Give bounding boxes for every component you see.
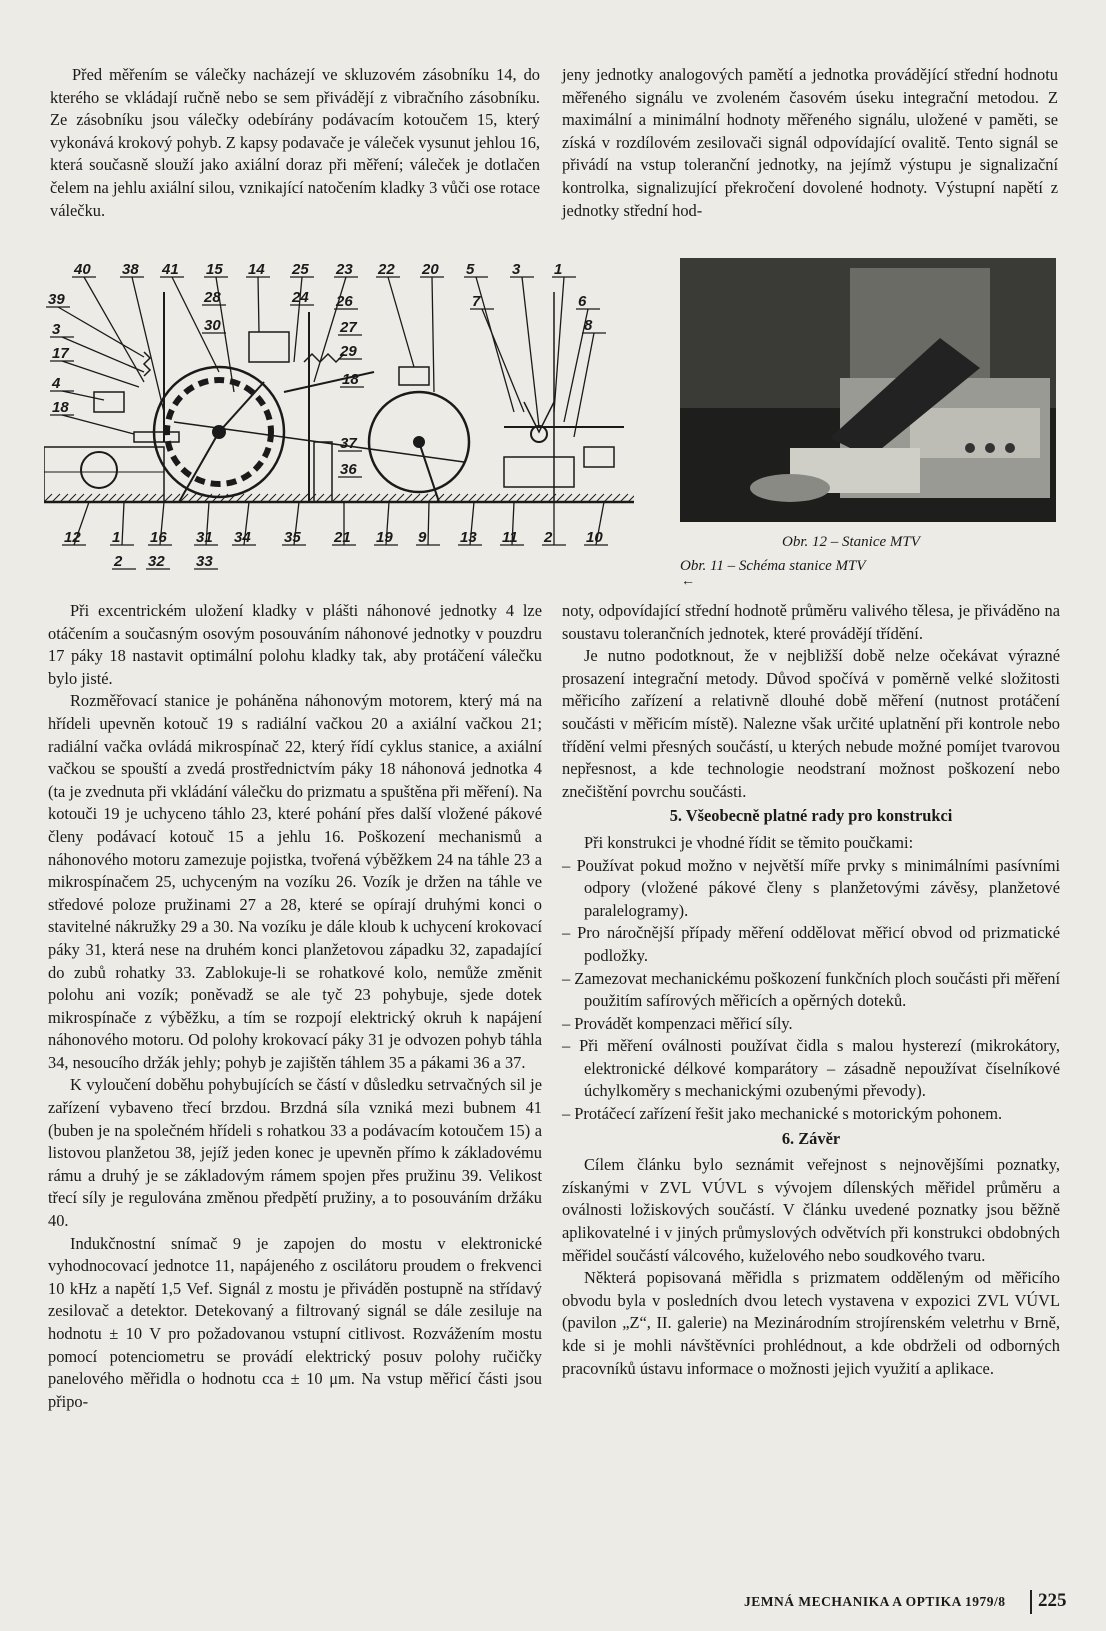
figure-11-caption: Obr. 11 – Schéma stanice MTV bbox=[680, 558, 866, 574]
section-heading: 5. Všeobecně platné rady pro konstrukci bbox=[669, 806, 953, 826]
diagram-label: 23 bbox=[336, 262, 353, 278]
diagram-label: 28 bbox=[204, 289, 221, 306]
diagram-label: 21 bbox=[334, 529, 351, 546]
diagram-label: 19 bbox=[376, 529, 393, 546]
diagram-label: 12 bbox=[64, 529, 81, 546]
diagram-label: 18 bbox=[342, 371, 359, 388]
paragraph: jeny jednotky analogových pamětí a jednotka provádějící střední hodnotu měřeného signálu ve zvoleném časovém úseku integrační metodou. Z maximální a minimální hodnoty měřeného signálu, uložené v paměti, se získá v rozdílovém zesilovači signál odpovídající ovalitě. Tento signál se přivádí na vstup toleranční jednotky, na jejímž výstupu je signalizační kontrolka, signalizující překročení dovolené hodnoty. Výstupní napětí z jednotky střední hod- bbox=[562, 65, 1058, 220]
diagram-label: 37 bbox=[340, 435, 357, 452]
paragraph: Je nutno podotknout, že v nejbližší době nelze očekávat výrazné prosazení integrační metody. Důvod spočívá v poměrně velké složitosti měřicího zařízení a relativně dlouhé době měření (nutnost protáčení součásti v měřicím místě). Nalezne však určité uplatnění při kontrole nebo třídění velmi přesných součástí, u kterých nebude možné pomíjet tvarovou nepřesnost, a kde technologie neodstraní možnost poškození nebo znečištění povrchu součásti. bbox=[562, 646, 1060, 801]
section-heading: 6. Závěr bbox=[781, 1128, 841, 1148]
diagram-label: 2 bbox=[114, 553, 123, 570]
list-item: – Používat pokud možno v největší míře prvky s minimálními pasívními odpory (vložené pákové členy s planžetovými závěsy, planžetové paralelogramy). bbox=[562, 855, 1060, 920]
diagram-label: 40 bbox=[74, 262, 91, 278]
station-photo bbox=[680, 258, 1056, 522]
arrow-icon: ← bbox=[681, 574, 695, 589]
paragraph: Indukčnostní snímač 9 je zapojen do mostu v elektronické vyhodnocovací jednotce 11, napájeného z oscilátoru proudem o frekvenci 10 kHz a napětí 1,5 Vef. Signál z mostu je přiváděn postupně na střídavý zesilovač a detektor. Detekovaný a filtrovaný signál se dále zesiluje na hodnotu ± 10 V pro požadovanou vstupní citlivost. Rozvážením mostu pomocí potenciometru se provádí elektrický posuv polohy ručičky panelového měřidla o hodnotu cca ± 10 μm. Na vstup měřicí části jsou připo- bbox=[48, 1233, 542, 1411]
diagram-label: 35 bbox=[284, 529, 301, 546]
diagram-label: 4 bbox=[52, 375, 61, 392]
footer-divider bbox=[1030, 1590, 1032, 1614]
diagram-label: 38 bbox=[122, 262, 139, 278]
diagram-label: 6 bbox=[578, 293, 587, 310]
diagram-label: 31 bbox=[196, 529, 213, 546]
paragraph: Při excentrickém uložení kladky v plášti náhonové jednotky 4 lze otáčením a současným osovým posouváním náhonové jednotky v pouzdru 17 páky 18 nastavit optimální polohu kladky tak, aby protáčení válečku bylo jisté. bbox=[48, 601, 542, 688]
diagram-label: 17 bbox=[52, 345, 69, 362]
diagram-label: 20 bbox=[422, 262, 439, 278]
diagram-label: 27 bbox=[340, 319, 357, 336]
diagram-label: 7 bbox=[472, 293, 481, 310]
list-item: – Pro náročnější případy měření oddělovat měřicí obvod od prizmatické podložky. bbox=[562, 923, 1060, 965]
diagram-label: 41 bbox=[162, 262, 179, 278]
diagram-label: 26 bbox=[336, 293, 353, 310]
schematic-diagram bbox=[44, 262, 634, 592]
diagram-label: 22 bbox=[378, 262, 395, 278]
diagram-label: 13 bbox=[460, 529, 477, 546]
journal-footer: JEMNÁ MECHANIKA A OPTIKA 1979/8 bbox=[744, 1594, 1006, 1609]
list-item: – Provádět kompenzaci měřicí síly. bbox=[562, 1013, 793, 1033]
paragraph: Rozměřovací stanice je poháněna náhonovým motorem, který má na hřídeli upevněn kotouč 19 s radiální vačkou 20 a axiální vačkou 21; radiální vačka ovládá mikrospínač 22, který řídí cyklus stanice, a axiální vačkou se spouští a zvedá prostřednictvím páky 18 náhonová jednotka 4 (ta je zvednuta při vkládání válečku do prizmatu a spuštěna při měření). Na kotouči 19 je uchyceno táhlo 23, které pohání přes další vložené pákové členy podávací kotouč 15 a jehlu 16. Poškození mechanismů a náhonového motoru zamezuje pojistka, tvořená výběžkem 24 na táhle 23 a mikrospínačem 25, uchyceným na vozíku 26. Vozík je držen na táhle ve středové poloze pružinami 27 a 28, které se opírají druhými konci o stavitelné nákružky 29 a 30. Na vozíku je dále kloub k uchycení krokovací páky 31, která nese na druhém konci planžetovou západku 32, zapadající do zubů rohatky 33. Zablokuje-li se rohatkové kolo, nemůže změnit polohu ani vozík; poněvadž se ale tyč 23 pohybuje, sjede dotek mikrospínače z výběžku, a tím se rozpojí elektrický okruh k napájení náhonového motoru. Od polohy krokovací páky 31 je odvozen pohyb táhla 34, nesoucího držák jehly; pohyb je zajištěn táhlem 35 a pákami 36 a 37. bbox=[48, 691, 542, 1072]
diagram-label: 15 bbox=[206, 262, 223, 278]
diagram-label: 5 bbox=[466, 262, 475, 278]
paragraph: K vyloučení doběhu pohybujících se částí v důsledku setrvačných sil je zařízení vybaveno třecí brzdou. Brzdná síla vzniká mezi bubnem 41 (buben je na společném hřídeli s rohatkou 33 a podávacím kotoučem 15) a listovou planžetou 38, jejíž jeden konec je upevněn přímo k základovému rámu a druhý je se základovým rámem spojen přes pružinu 39. Velikost třecí síly je regulována změnou předpětí pružiny, a to posouváním držáku 40. bbox=[48, 1075, 542, 1231]
diagram-label: 8 bbox=[584, 317, 593, 334]
bottom-left-column bbox=[48, 600, 542, 1413]
paragraph: Při konstrukci je vhodné řídit se těmito poučkami: bbox=[584, 832, 914, 852]
top-left-column bbox=[50, 64, 540, 222]
list-item: – Protáčecí zařízení řešit jako mechanické s motorickým pohonem. bbox=[562, 1104, 1003, 1124]
diagram-label: 33 bbox=[196, 553, 213, 570]
diagram-label: 30 bbox=[204, 317, 221, 334]
diagram-label: 16 bbox=[150, 529, 167, 546]
bottom-right-column bbox=[562, 600, 1060, 1380]
diagram-label: 39 bbox=[48, 291, 65, 308]
paragraph: Cílem článku bylo seznámit veřejnost s nejnovějšími poznatky, získanými v ZVL VÚVL s vývojem dílenských měřidel průměru a oválnosti ložiskových součástí. V článku uvedené poznatky jsou běžně aplikovatelné i v jiných průmyslových odvětvích při konstrukci obdobných měřidel součástí válcového, kuželového nebo soudkového tvaru. bbox=[562, 1155, 1060, 1265]
diagram-label: 18 bbox=[52, 399, 69, 416]
diagram-label: 3 bbox=[512, 262, 521, 278]
list-item: – Při měření oválnosti používat čidla s malou hysterezí (mikrokátory, elektronické délkové komparátory – zásadně nepoužívat číselníkové úchylkoměry s mechanickými ozubenými převody). bbox=[562, 1036, 1060, 1101]
paragraph: Před měřením se válečky nacházejí ve skluzovém zásobníku 14, do kterého se vkládají ručně nebo se sem přivádějí z vibračního zásobníku. Ze zásobníku jsou válečky odebírány podávacím kotoučem 15, který vykonává krokový pohyb. Z kapsy podavače je váleček vysunut jehlou 16, která současně slouží jako axiální doraz při měření; váleček je dotlačen čelem na jehlu axiální silou, vznikající natočením kladky 3 vůči ose rotace válečku. bbox=[50, 65, 540, 220]
diagram-label: 10 bbox=[586, 529, 603, 546]
diagram-label: 2 bbox=[544, 529, 553, 546]
paragraph: Některá popisovaná měřidla s prizmatem odděleným od měřicího obvodu byla v posledních dvou letech vystavena v expozici ZVL VÚVL (pavilon „Z“, II. galerie) na Mezinárodním strojírenském veletrhu v Brně, kde si je mohli návštěvníci prohlédnout, a kde obdrželi od odborných pracovníků ústavu informace o možnosti jejich využití a aplikace. bbox=[562, 1268, 1060, 1378]
figure-12-caption: Obr. 12 – Stanice MTV bbox=[782, 534, 920, 550]
diagram-label: 29 bbox=[340, 343, 357, 360]
diagram-label: 14 bbox=[248, 262, 265, 278]
diagram-label: 9 bbox=[418, 529, 427, 546]
diagram-label: 11 bbox=[502, 529, 518, 546]
diagram-label: 1 bbox=[112, 529, 121, 546]
diagram-label: 34 bbox=[234, 529, 251, 546]
page-number: 225 bbox=[1038, 1590, 1067, 1611]
diagram-label: 25 bbox=[292, 262, 309, 278]
diagram-label: 3 bbox=[52, 321, 61, 338]
diagram-label: 32 bbox=[148, 553, 165, 570]
paragraph: noty, odpovídající střední hodnotě průměru valivého tělesa, je přiváděno na soustavu tolerančních jednotek, které provádějí třídění. bbox=[562, 601, 1060, 643]
list-item: – Zamezovat mechanickému poškození funkčních ploch součásti při měření použitím safírových měřicích a opěrných doteků. bbox=[562, 968, 1060, 1011]
diagram-label: 36 bbox=[340, 461, 357, 478]
diagram-label: 1 bbox=[554, 262, 563, 278]
top-right-column bbox=[562, 64, 1058, 222]
diagram-label: 24 bbox=[292, 289, 309, 306]
